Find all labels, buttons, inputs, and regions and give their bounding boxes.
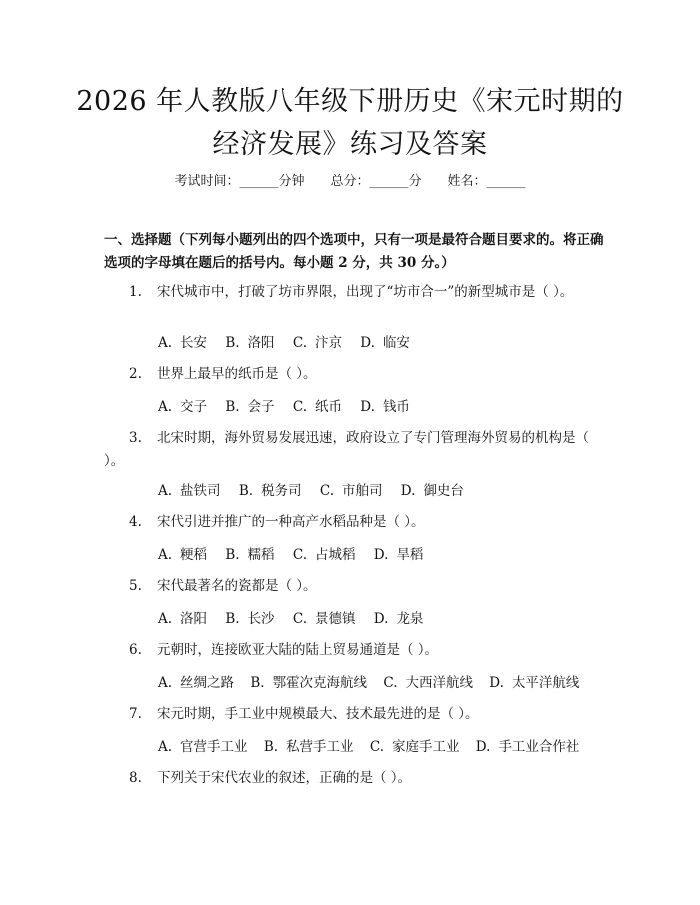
question-number: 5. — [129, 578, 142, 594]
option-d: D. 龙泉 — [373, 611, 424, 627]
option-a: A. 洛阳 — [158, 611, 208, 627]
option-a: A. 丝绸之路 — [158, 675, 235, 691]
option-d: D. 钱币 — [360, 399, 410, 415]
option-b: B. 鄂霍次克海航线 — [250, 675, 368, 691]
question-4-options — [158, 545, 437, 565]
option-d: D. 太平洋航线 — [489, 675, 580, 691]
question-2 — [104, 363, 594, 386]
question-2-options — [158, 397, 424, 417]
question-stem: 宋代城市中，打破了坊市界限，出现了“坊市合一”的新型城市是（ ）。 — [157, 284, 574, 300]
option-d: D. 手工业合作社 — [475, 739, 580, 755]
question-number: 7. — [129, 706, 142, 722]
option-c: C. 家庭手工业 — [369, 739, 460, 755]
option-c: C. 纸币 — [292, 399, 342, 415]
question-stem: 世界上最早的纸币是（ ）。 — [157, 366, 317, 382]
question-4 — [104, 511, 594, 534]
question-1-options — [158, 333, 424, 353]
option-c: C. 市舶司 — [319, 483, 383, 499]
question-5-options — [158, 609, 437, 629]
question-stem: 北宋时期，海外贸易发展迅速，政府设立了专门管理海外贸易的机构是（ ）。 — [104, 430, 589, 469]
option-b: B. 长沙 — [225, 611, 275, 627]
question-7 — [104, 703, 594, 726]
question-stem: 宋代最著名的瓷都是（ ）。 — [157, 578, 317, 594]
question-3 — [104, 427, 594, 473]
option-c: C. 景德镇 — [292, 611, 356, 627]
option-d: D. 御史台 — [400, 483, 464, 499]
question-stem: 元朝时，连接欧亚大陆的陆上贸易通道是（ ）。 — [157, 642, 439, 658]
question-stem: 宋元时期，手工业中规模最大、技术最先进的是（ ）。 — [157, 706, 479, 722]
question-1 — [104, 281, 594, 304]
question-number: 1. — [129, 284, 142, 300]
option-a: A. 交子 — [158, 399, 208, 415]
question-7-options — [158, 737, 579, 757]
question-5 — [104, 575, 594, 598]
option-c: C. 大西洋航线 — [383, 675, 473, 691]
question-stem: 下列关于宋代农业的叙述，正确的是（ ）。 — [157, 770, 412, 786]
question-number: 3. — [129, 430, 142, 446]
question-6-options — [158, 673, 579, 693]
question-8 — [104, 767, 594, 790]
question-number: 4. — [129, 514, 142, 530]
option-c: C. 汴京 — [292, 335, 342, 351]
option-b: B. 糯稻 — [225, 547, 275, 563]
exam-score: 总分：______分 — [330, 174, 422, 189]
question-6 — [104, 639, 594, 662]
option-a: A. 盐铁司 — [158, 483, 221, 499]
exam-meta — [0, 170, 700, 189]
option-b: B. 洛阳 — [225, 335, 275, 351]
option-d: D. 临安 — [360, 335, 410, 351]
question-number: 2. — [129, 366, 142, 382]
option-b: B. 私营手工业 — [263, 739, 354, 755]
option-b: B. 税务司 — [238, 483, 302, 499]
option-c: C. 占城稻 — [292, 547, 356, 563]
question-3-options — [158, 481, 478, 501]
title-line-1: 2026 年人教版八年级下册历史《宋元时期的 — [76, 86, 624, 117]
option-d: D. 旱稻 — [373, 547, 424, 563]
section-heading: 一、选择题（下列每小题列出的四个选项中，只有一项是最符合题目要求的。将正确选项的字母填在题后的括号内。每小题 2 分，共 30 分。） — [104, 232, 604, 271]
title-line-2: 经济发展》练习及答案 — [212, 129, 488, 160]
student-name: 姓名：______ — [447, 174, 526, 189]
question-number: 8. — [129, 770, 142, 786]
option-b: B. 会子 — [225, 399, 275, 415]
question-number: 6. — [129, 642, 142, 658]
document-title — [60, 80, 640, 166]
exam-time: 考试时间：______分钟 — [174, 174, 305, 189]
option-a: A. 长安 — [158, 335, 208, 351]
option-a: A. 官营手工业 — [158, 739, 248, 755]
option-a: A. 粳稻 — [158, 547, 208, 563]
question-stem: 宋代引进并推广的一种高产水稻品种是（ ）。 — [157, 514, 425, 530]
